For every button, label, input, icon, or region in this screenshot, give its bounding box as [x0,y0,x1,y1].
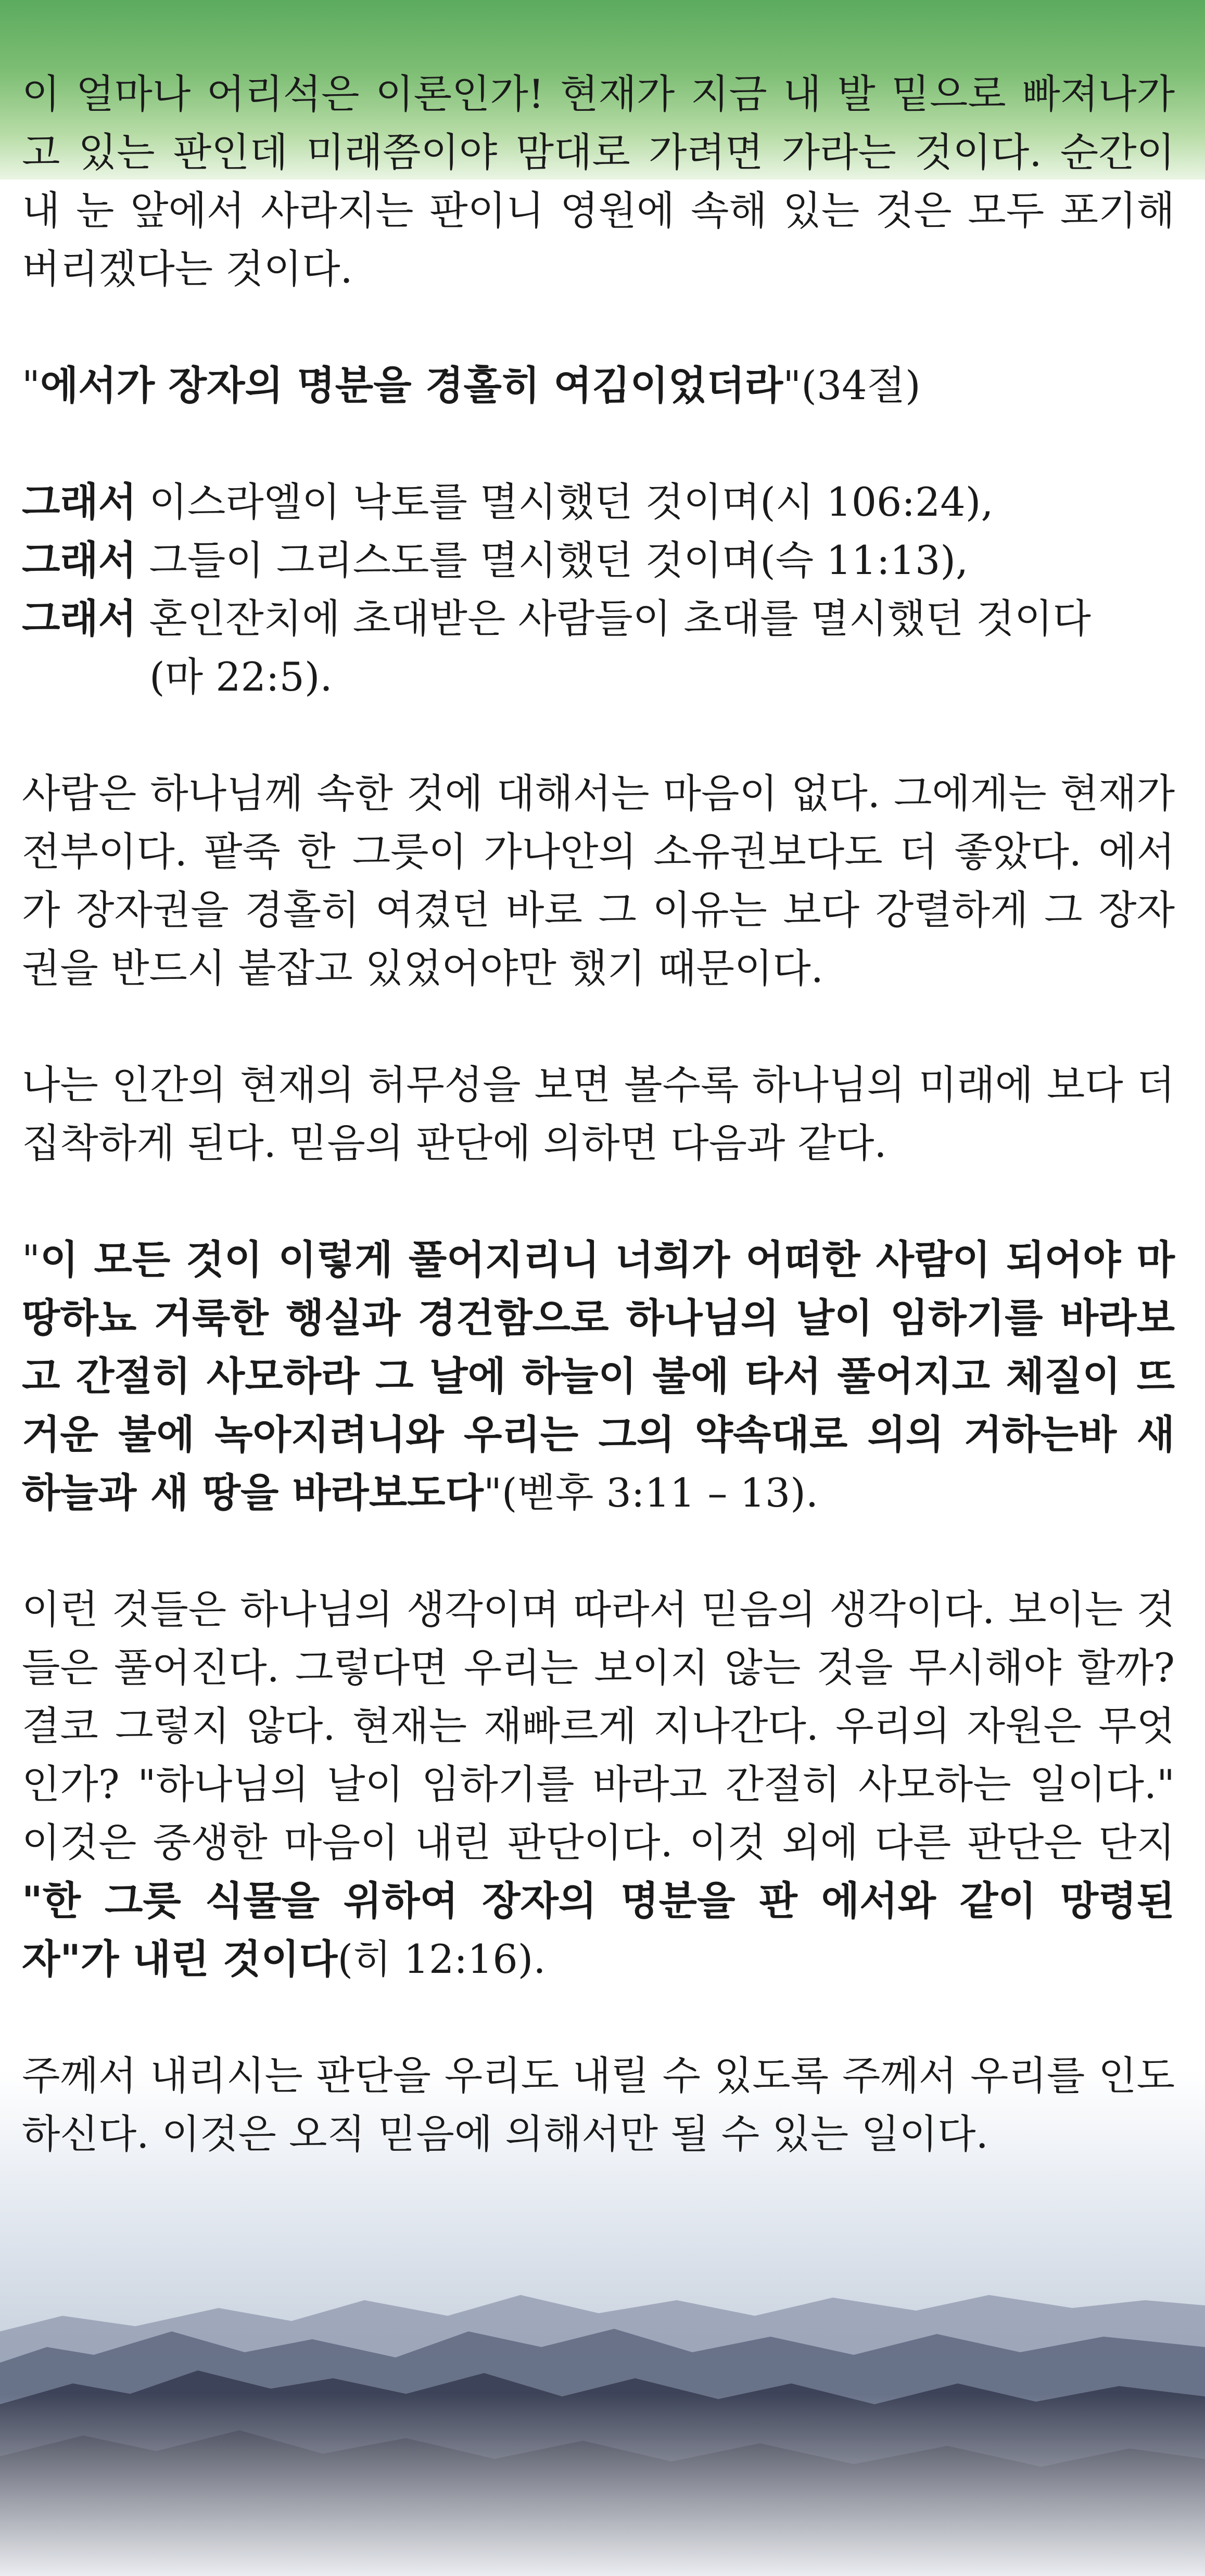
therefore-item [22,473,1175,531]
paragraph-judgment-quote: "한 그릇 식물을 위하여 장자의 명분을 판 에서와 같이 망령된 자"가 내린 것이다 [22,1878,1175,1982]
quote-genesis [22,356,1175,415]
quote-peter-ref: (벧후 3:11 – 13). [501,1470,819,1516]
quote-peter [22,1231,1175,1522]
paragraph-present: 사람은 하나님께 속한 것에 대해서는 마음이 없다. 그에게는 현재가 전부이다. 팥죽 한 그릇이 가나안의 소유권보다도 더 좋았다. 에서가 장자권을 경홀히 여겼던 바로 그 이유는 보다 강렬하게 그 장자권을 반드시 붙잡고 있었어야만 했기 때문이다. [22,770,1175,991]
quote-peter-text: 이 모든 것이 이렇게 풀어지리니 너희가 어떠한 사람이 되어야 마땅하뇨 거룩한 행실과 경건함으로 하나님의 날이 임하기를 바라보고 간절히 사모하라 그 날에 하늘이 불에 타서 풀어지고 체질이 뜨거운 불에 녹아지려니와 우리는 그의 약속대로 의의 거하는바 새 하늘과 새 땅을 바라보도다 [22,1236,1175,1516]
quote-genesis-ref: (34절) [801,362,921,409]
quote-open-mark: " [22,1236,40,1283]
quote-close-mark: " [483,1470,502,1516]
therefore-text: 그들이 그리스도를 멸시했던 것이며(슥 11:13), [136,537,969,583]
therefore-lead: 그래서 [22,595,137,642]
therefore-item [22,590,1175,648]
therefore-continuation: (마 22:5). [149,654,333,700]
therefore-item [22,531,1175,590]
therefore-list [22,473,1175,706]
paragraph-closing: 주께서 내리시는 판단을 우리도 내릴 수 있도록 주께서 우리를 인도하신다. 이것은 오직 믿음에 의해서만 될 수 있는 일이다. [22,2052,1175,2157]
paragraph-judgment-text: 이런 것들은 하나님의 생각이며 따라서 믿음의 생각이다. 보이는 것들은 풀어진다. 그렇다면 우리는 보이지 않는 것을 무시해야 할까? 결코 그렇지 않다. 현재는 재빠르게 지나간다. 우리의 자원은 무엇인가? "하나님의 날이 임하기를 바라고 간절히 사모하는 일이다." 이것은 중생한 마음이 내린 판단이다. 이것 외에 다른 판단은 단지 [22,1586,1175,1866]
quote-open-mark: " [22,362,40,409]
paragraph-future: 나는 인간의 현재의 허무성을 보면 볼수록 하나님의 미래에 보다 더 집착하게 된다. 믿음의 판단에 의하면 다음과 같다. [22,1062,1175,1166]
therefore-text: 혼인잔치에 초대받은 사람들이 초대를 멸시했던 것이다 [136,595,1091,642]
article-body [22,65,1175,2163]
paragraph-intro: 이 얼마나 어리석은 이론인가! 현재가 지금 내 발 밑으로 빠져나가고 있는 판인데 미래쯤이야 맘대로 가려면 가라는 것이다. 순간이 내 눈 앞에서 사라지는 판이니 영원에 속해 있는 것은 모두 포기해 버리겠다는 것이다. [22,71,1175,292]
therefore-text: 이스라엘이 낙토를 멸시했던 것이며(시 106:24), [136,479,994,525]
paragraph-judgment-ref: (히 12:16). [337,1936,546,1982]
therefore-lead: 그래서 [22,479,137,525]
quote-close-mark: " [783,362,802,409]
paragraph-judgment [22,1580,1175,1988]
quote-genesis-text: 에서가 장자의 명분을 경홀히 여김이었더라 [40,362,783,409]
therefore-lead: 그래서 [22,537,137,583]
